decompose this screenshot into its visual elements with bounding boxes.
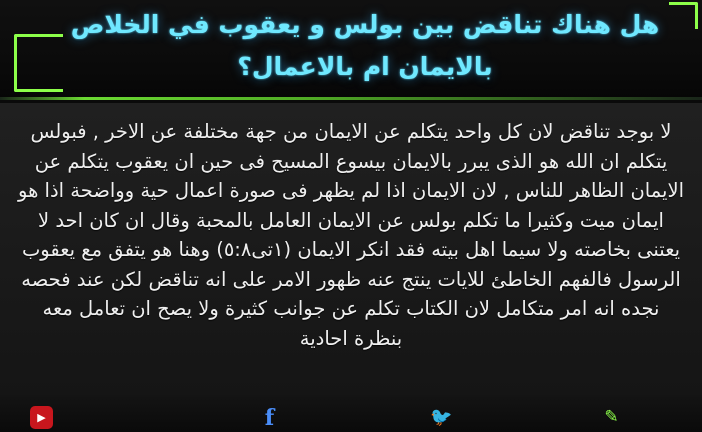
- body-panel: [0, 103, 702, 395]
- answer-text: لا بوجد تناقض لان كل واحد يتكلم عن الايمان من جهة مختلفة عن الاخر , فبولس يتكلم ان الله هو الذى يبرر بالايمان بيسوع المسيح فى حين ان يعقوب يتكلم عن الايمان الظاهر للناس , لان الايمان اذا لم يظهر فى صورة اعمال حية وواضحة اذا هو ايمان ميت وكثيرا ما تكلم بولس عن الايمان العامل بالمحبة وقال ان كان احد لا يعتنى بخاصته ولا سيما اهل بيته فقد انكر الايمان (١تى٥:٨) وهنا هو يتفق مع يعقوب الرسول فالفهم الخاطئ للايات ينتج عنه ظهور الامر على انه تناقض لكن عند فحصه نجده انه امر متكامل لان الكتاب تكلم عن جوانب كثيرة ولا يصح ان تعامل معه بنظرة احادية: [18, 120, 684, 350]
- website-icon: ✎: [604, 407, 619, 427]
- facebook-icon: f: [264, 404, 275, 431]
- social-footer: [0, 395, 702, 432]
- page-title: هل هناك تناقض بين بولس و يعقوب في الخلاص بالايمان ام بالاعمال؟: [70, 10, 660, 81]
- twitter-icon: 🐦: [430, 406, 453, 428]
- header-divider: [0, 97, 702, 100]
- header-band: [0, 0, 702, 100]
- youtube-icon: ▶: [30, 406, 53, 429]
